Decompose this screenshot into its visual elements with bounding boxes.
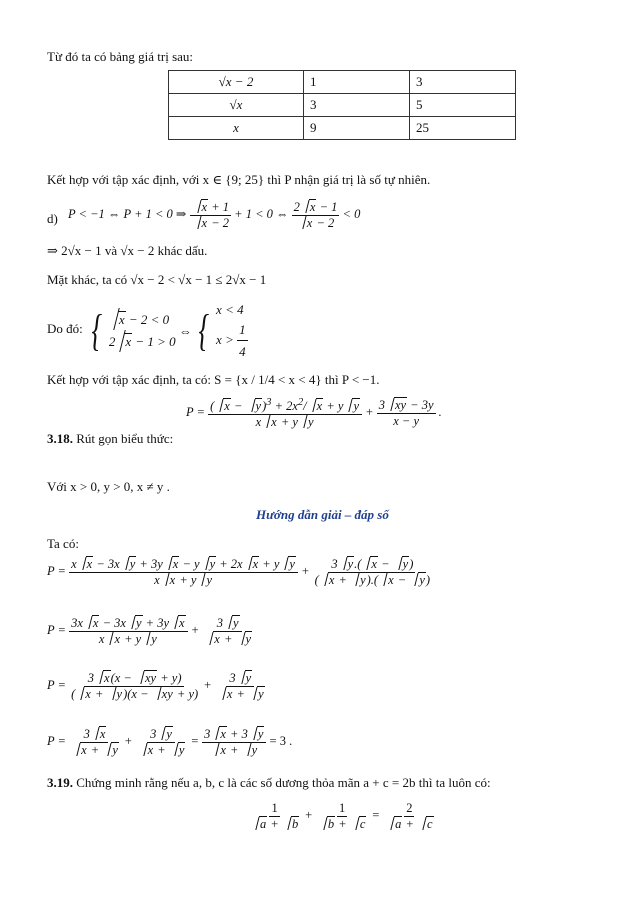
ex319-text: Chứng minh rằng nếu a, b, c là các số dương thỏa mãn a + c = 2b thì ta luôn có: — [76, 775, 491, 790]
table-cell: 5 — [410, 94, 516, 117]
part-d-label: d) — [47, 211, 58, 226]
solution-step-3: P = $\frac{3 x(x - xy + y)}{( x + y)(x - xy + y)}$ + $\frac{3 y}{x + y}$ — [47, 671, 264, 701]
table-cell: √x — [169, 94, 304, 117]
ex318-prompt — [47, 432, 173, 445]
solution-step-4: P = $\frac{3 x}{x + y}$ + $\frac{3 y}{x + y}$ = $\frac{3 x + 3 y}{x + y}$ = 3 . — [47, 727, 293, 757]
conclusion-c: Kết hợp với tập xác định, với x ∈ {9; 25} thì P nhận giá trị là số tự nhiên. — [47, 172, 431, 187]
ex319-identity: $\frac{1}{a + b}$ + $\frac{1}{b + c}$ = $\frac{2}{a + c}$ — [248, 802, 436, 830]
table-cell: 1 — [304, 71, 410, 94]
ex319-statement — [47, 776, 491, 789]
ex318-condition: Với x > 0, y > 0, x ≠ y . — [47, 479, 170, 494]
part-d-line2: ⇒ 2√x − 1 và √x − 2 khác dấu. — [47, 243, 208, 258]
table-cell: x — [169, 117, 304, 140]
ex318-label: 3.18. — [47, 431, 73, 446]
table-cell: 3 — [410, 71, 516, 94]
ex318-intro: Ta có: — [47, 536, 79, 551]
value-table — [168, 70, 516, 140]
part-d-line5: Kết hợp với tập xác định, ta có: S = {x / 1/4 < x < 4} thì P < −1. — [47, 372, 380, 387]
part-d-line3: Mặt khác, ta có √x − 2 < √x − 1 ≤ 2√x − 1 — [47, 272, 267, 287]
table-cell: 9 — [304, 117, 410, 140]
ex319-label: 3.19. — [47, 775, 73, 790]
intro-text: Từ đó ta có bảng giá trị sau: — [47, 49, 194, 64]
system-of-inequalities: { x − 2 < 0 2 x − 1 > 0 ⇔ { x < 4 x > $\frac{1}{4}$ — [91, 302, 246, 359]
part-d-do-do: Do đó: — [47, 321, 83, 336]
ex318-expression: P = $\frac{( x - y)^3 + 2x^2/ x + y y}{\text{x x + y y}}$ + $\frac{3 xy - 3y}{x - y}$ . — [186, 397, 442, 429]
solution-step-2: P = $\frac{\text{3x x − 3x y + 3y x}}{\text{x x + y y}}$ + $\frac{3 y}{x + y}$ — [47, 616, 252, 646]
ex318-heading: Hướng dẫn giải – đáp số — [256, 507, 389, 522]
solution-step-1: P = $\frac{\text{x x − 3x y + 3y x − y y + 2x x + y y}}{\text{x x + y y}}$ + $\frac{3 y.( x - y)}{( x + y).( x - y)}$ — [47, 557, 431, 587]
ex318-prompt-text: Rút gọn biểu thức: — [76, 431, 174, 446]
table-row — [169, 71, 516, 94]
table-row — [169, 117, 516, 140]
table-row — [169, 94, 516, 117]
solution-result: = 3 . — [269, 733, 293, 748]
table-cell: 3 — [304, 94, 410, 117]
part-d-line1: P < −1 ⇔ P + 1 < 0 ⇒ $\frac{x + 1}{x - 2}$ + 1 < 0 ⇔ $\frac{2 x - 1}{x - 2}$ < 0 — [68, 200, 361, 230]
table-cell: √x − 2 — [169, 71, 304, 94]
table-cell: 25 — [410, 117, 516, 140]
